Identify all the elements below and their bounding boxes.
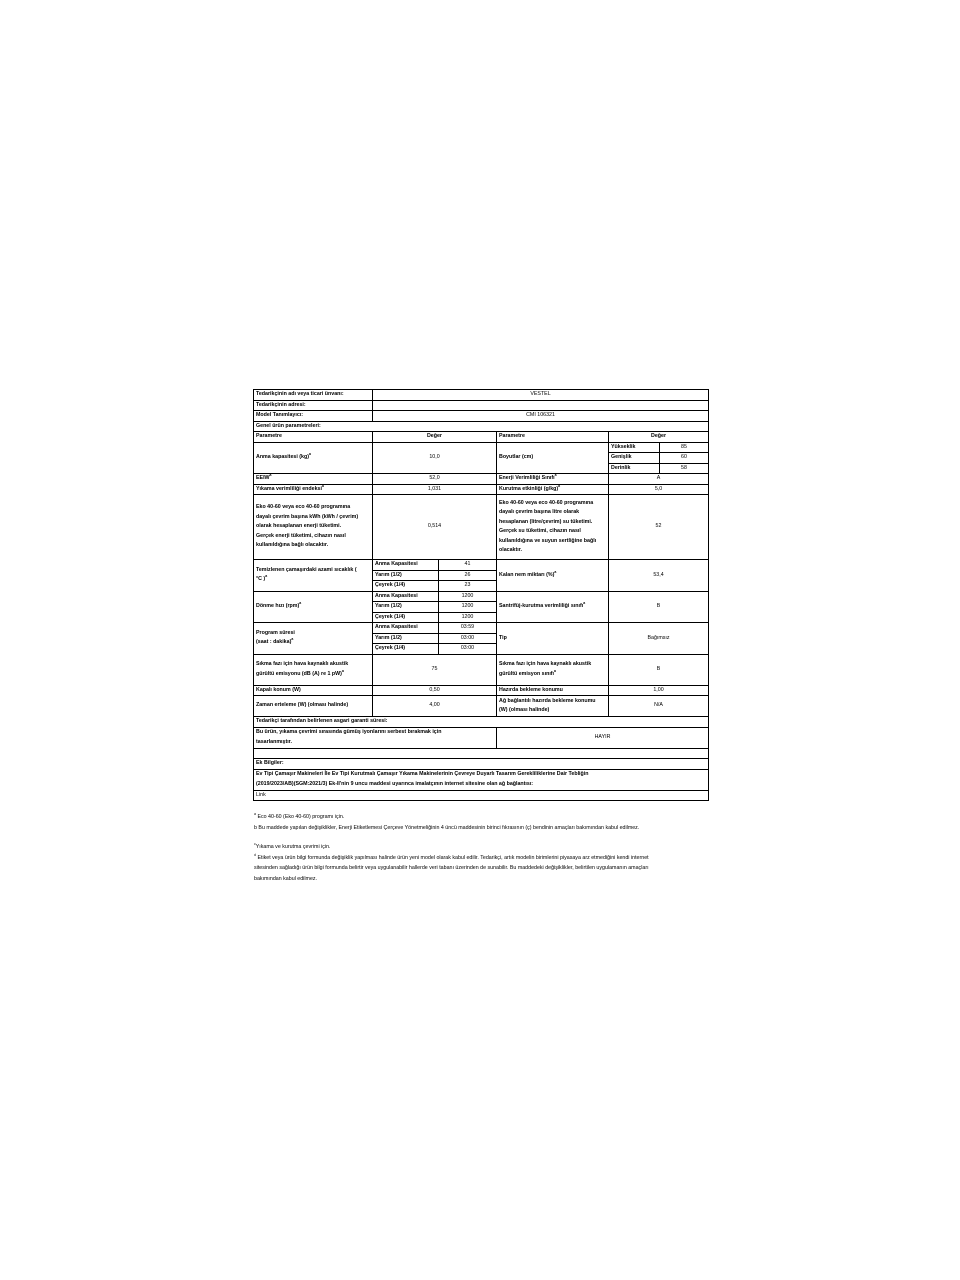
footnote-a: $^a$ Eco 40-60 (Eko 40-60) programı için.	[254, 812, 345, 820]
width-label: Genişlik	[609, 453, 660, 464]
spin-speed-half-label: Yarım (1/2)	[373, 602, 439, 613]
drying-efficiency-value: 5,0	[609, 484, 709, 495]
dimensions-label: Boyutlar (cm)	[497, 442, 609, 474]
spin-speed-rated-label: Anma Kapasitesi	[373, 591, 439, 602]
duration-quarter-value: 03:00	[439, 644, 497, 655]
capacity-value: 10,0	[373, 442, 497, 474]
residual-moisture-value: 53,4	[609, 560, 709, 592]
silver-ion-value: HAYIR	[497, 727, 709, 748]
spin-speed-quarter-label: Çeyrek (1/4)	[373, 612, 439, 623]
energy-consumption-label: Eko 40-60 veya eco 40-60 programına dayalı çevrim başına kWh (kWh / çevrim) olarak hesaplanan enerji tüketimi. Gerçek enerji tüketimi, cihazın nasıl kullanıldığına bağlı olacaktır.	[254, 495, 373, 560]
additional-info-text: Ev Tipi Çamaşır Makineleri İle Ev Tipi Kurutmalı Çamaşır Yıkama Makinelerinin Çevreye Duyarlı Tasarım Gerekliliklerine Dair Tebliğin (2019/2023/AB)(SGM:2021/3) Ek-II'nin 9 uncu maddesi uyarınca imalatçının internet sitesine olan ağ bağlantısı:	[254, 769, 709, 790]
general-params-label: Genel ürün parametreleri:	[254, 421, 709, 432]
footnote-d: $^d$ Etiket veya ürün bilgi formunda değişiklik yapılması halinde ürün yeni model olarak kabul edilir. Tedarikçi, artık modelin birimlerini piyasaya arz etmediğini kendi internet sitesinden sağladığı ürün bilgi formunda belirtir veya uygulanabilir hallerde veri tabanı üzerinden de sunabilir. Bu maddedeki değişiklikler, belirtilen uygulamanın amaçları bakımından kabul edilmez.	[254, 852, 649, 882]
footnote-c: $^c$Yıkama ve kurutma çevrimi için.	[254, 842, 331, 850]
supplier-address-value	[373, 400, 709, 411]
delay-start-value: 4,00	[373, 696, 497, 717]
off-mode-label: Kapalı konum (W)	[254, 685, 373, 696]
washing-index-value: 1,031	[373, 484, 497, 495]
depth-value: 58	[660, 463, 709, 474]
duration-quarter-label: Çeyrek (1/4)	[373, 644, 439, 655]
max-temp-label: Temizlenen çamaşırdaki azami sıcaklık ( °C )$^a$	[254, 560, 373, 592]
product-info-table	[253, 389, 709, 801]
duration-half-label: Yarım (1/2)	[373, 633, 439, 644]
duration-rated-value: 03:59	[439, 623, 497, 634]
duration-rated-label: Anma Kapasitesi	[373, 623, 439, 634]
empty-row	[254, 748, 709, 759]
spin-class-value: B	[609, 591, 709, 623]
footnote-b: b Bu maddede yapılan değişiklikler, Enerji Etiketlemesi Çerçeve Yönetmeliğinin 4 üncü maddesinin birinci fıkrasının (ç) bendinin amaçları bakımından kabul edilmez.	[254, 824, 640, 831]
max-temp-half-label: Yarım (1/2)	[373, 570, 439, 581]
max-temp-quarter-label: Çeyrek (1/4)	[373, 581, 439, 592]
max-temp-half-value: 26	[439, 570, 497, 581]
energy-class-value: A	[609, 474, 709, 485]
eeiw-label: EEIW$^a$	[254, 474, 373, 485]
drying-efficiency-label: Kurutma etkinliği $(g/kg)^a$	[497, 484, 609, 495]
spin-speed-rated-value: 1200	[439, 591, 497, 602]
footnotes	[254, 812, 714, 884]
header-value-2: Değer	[609, 432, 709, 443]
network-standby-label: Ağ bağlantılı hazırda bekleme konumu (W) (olması halinde)	[497, 696, 609, 717]
max-temp-rated-value: 41	[439, 560, 497, 571]
supplier-name-label: Tedarikçinin adı veya ticari ünvanı:	[254, 390, 373, 401]
noise-class-value: B	[609, 654, 709, 685]
width-value: 60	[660, 453, 709, 464]
type-label: Tip	[497, 623, 609, 655]
program-duration-label: Program süresi (saat : dakika)$^a$	[254, 623, 373, 655]
model-value: CMI 106321	[373, 411, 709, 422]
spin-speed-quarter-value: 1200	[439, 612, 497, 623]
silver-ion-label: Bu ürün, yıkama çevrimi sırasında gümüş iyonlarını serbest bırakmak için tasarlanmıştır.	[254, 727, 497, 748]
max-temp-quarter-value: 23	[439, 581, 497, 592]
noise-value: 75	[373, 654, 497, 685]
washing-index-label: Yıkama verimliliği endeksi$^a$	[254, 484, 373, 495]
depth-label: Derinlik	[609, 463, 660, 474]
energy-consumption-value: 0,514	[373, 495, 497, 560]
height-value: 85	[660, 442, 709, 453]
header-value: Değer	[373, 432, 497, 443]
energy-class-label: Enerji Verimliliği Sınıfı$^a$	[497, 474, 609, 485]
warranty-label: Tedarikçi tarafından belirlenen asgari garanti süresi:	[254, 717, 709, 728]
water-consumption-value: 52	[609, 495, 709, 560]
manufacturer-link[interactable]: Link	[254, 790, 709, 801]
spin-class-label: Santrifüj-kurutma verimliliği sınıfı$^a$	[497, 591, 609, 623]
water-consumption-label: Eko 40-60 veya eco 40-60 programına dayalı çevrim başına litre olarak hesaplanan (litre/çevrim) su tüketimi. Gerçek su tüketimi, cihazın nasıl kullanıldığına ve suyun sertliğine bağlı olacaktır.	[497, 495, 609, 560]
standby-value: 1,00	[609, 685, 709, 696]
standby-label: Hazırda bekleme konumu	[497, 685, 609, 696]
supplier-name-value: VESTEL	[373, 390, 709, 401]
spin-speed-label: Dönme hızı (rpm)$^a$	[254, 591, 373, 623]
residual-moisture-label: Kalan nem miktarı (%)$^a$	[497, 560, 609, 592]
model-label: Model Tanımlayıcı:	[254, 411, 373, 422]
max-temp-rated-label: Anma Kapasitesi	[373, 560, 439, 571]
noise-label: Sıkma fazı için hava kaynaklı akustik gürültü emisyonu (dB (A) re 1 pW)$^a$	[254, 654, 373, 685]
duration-half-value: 03:00	[439, 633, 497, 644]
type-value: Bağımsız	[609, 623, 709, 655]
off-mode-value: 0,50	[373, 685, 497, 696]
noise-class-label: Sıkma fazı için hava kaynaklı akustik gürültü emisyon sınıfı$^a$	[497, 654, 609, 685]
spin-speed-half-value: 1200	[439, 602, 497, 613]
supplier-address-label: Tedarikçinin adresi:	[254, 400, 373, 411]
network-standby-value: N/A	[609, 696, 709, 717]
delay-start-label: Zaman erteleme (W) (olması halinde)	[254, 696, 373, 717]
height-label: Yükseklik	[609, 442, 660, 453]
capacity-label: Anma kapasitesi (kg)$^a$	[254, 442, 373, 474]
header-parameter-2: Parametre	[497, 432, 609, 443]
header-parameter: Parametre	[254, 432, 373, 443]
eeiw-value: 52,0	[373, 474, 497, 485]
additional-info-label: Ek Bilgiler:	[254, 759, 709, 770]
